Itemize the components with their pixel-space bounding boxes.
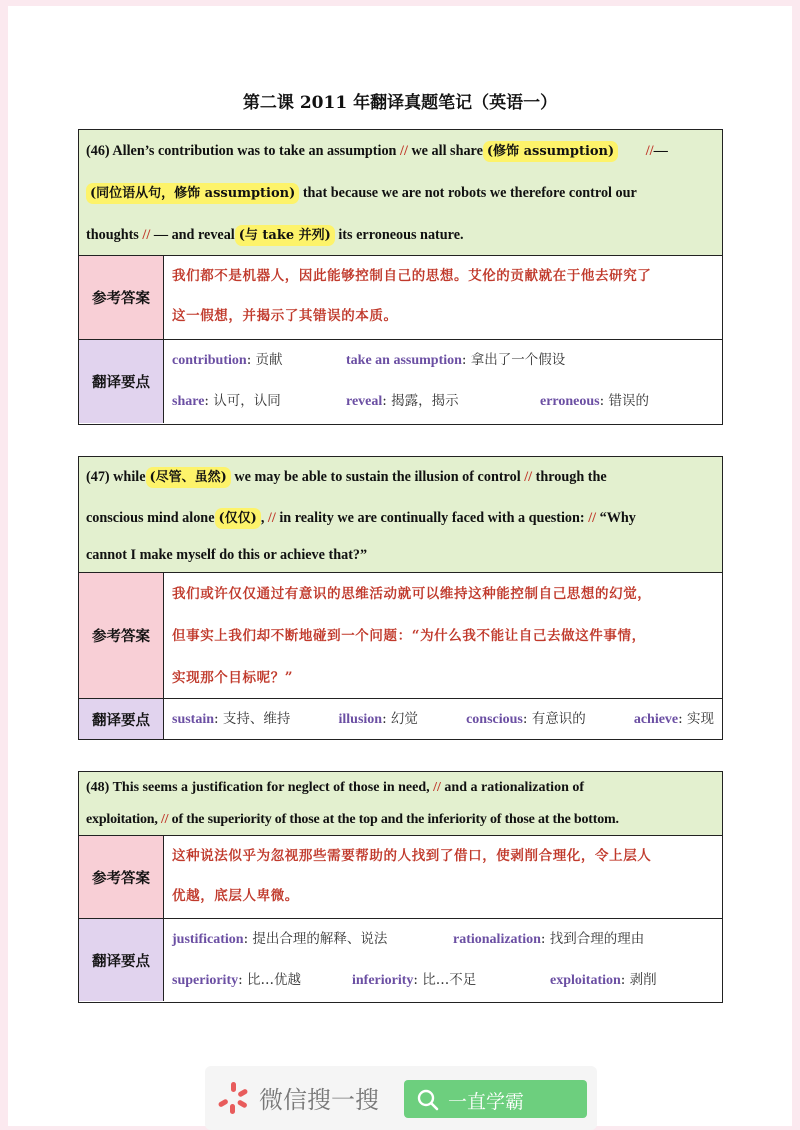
page-title: 第二课 2011 年翻译真题笔记（英语一） (242, 93, 558, 113)
annotation-highlight: (仅仅) (215, 508, 261, 529)
search-term-label: 一直学霸 (448, 1091, 525, 1113)
annotation-highlight: (同位语从句，修饰 assumption) (86, 183, 299, 204)
answer-row-48 (79, 836, 722, 919)
answer-row-46 (79, 256, 722, 340)
search-icon (416, 1088, 440, 1112)
annotation-highlight: (与 take 并列) (235, 225, 335, 246)
answer-label: 参考答案 (79, 836, 164, 918)
vocab-list-48: justification: 提出合理的解释、说法 rationalization: 找到合理的理由 superiority: 比…优越 inferiority: 比…不足 exploitation: 剥削 (172, 931, 657, 988)
wechat-search-logo-icon (215, 1080, 251, 1116)
question-block-47 (78, 456, 723, 740)
answer-text-48: 这种说法似乎为忽视那些需要帮助的人找到了借口，使剥削合理化，令上层人 优越，底层人卑微。 (172, 848, 652, 904)
vocab-list-47: sustain: 支持、维持 illusion: 幻觉 conscious: 有意识的 achieve: 实现 (172, 711, 714, 727)
key-points-label: 翻译要点 (79, 919, 164, 1001)
key-points-row-48 (79, 919, 722, 1001)
wechat-search-label: 微信搜一搜 (259, 1086, 379, 1114)
search-term-button[interactable] (404, 1080, 587, 1118)
answer-label: 参考答案 (79, 573, 164, 698)
question-text-48: (48) This seems a justification for neglect of those in need, // and a rationalization of exploitation, // of the superiority of those at the top and the inferiority of those at the bottom. (79, 772, 722, 836)
answer-text-46: 我们都不是机器人，因此能够控制自己的思想。艾伦的贡献就在于他去研究了 这一假想，并揭示了其错误的本质。 (172, 268, 652, 324)
wechat-search-banner[interactable] (205, 1066, 597, 1130)
key-points-row-46 (79, 340, 722, 423)
question-block-48 (78, 771, 723, 1003)
answer-label: 参考答案 (79, 256, 164, 339)
answer-text-47: 我们或许仅仅通过有意识的思维活动就可以维持这种能控制自己思想的幻觉， 但事实上我们却不断地碰到一个问题：“为什么我不能让自己去做这件事情， 实现那个目标呢？” (172, 586, 652, 686)
key-points-row-47 (79, 699, 722, 739)
key-points-label: 翻译要点 (79, 340, 164, 423)
question-text-46: (46) Allen’s contribution was to take an assumption // we all share (修饰 assumption) //— (同位语从句，修饰 assumption) that because we are not robots we therefore control our thoughts // — and reveal (与 take 并列) its erroneous nature. (79, 130, 722, 256)
question-text-47: (47) while (尽管、虽然) we may be able to sustain the illusion of control // through the conscious mind alone (仅仅) , // in reality we are continually faced with a question: // “Why cannot I make myself do this or achieve that?” (79, 457, 722, 573)
annotation-highlight: (修饰 assumption) (483, 141, 618, 162)
key-points-label: 翻译要点 (79, 699, 164, 739)
vocab-list-46: contribution: 贡献 take an assumption: 拿出了一个假设 share: 认可，认同 reveal: 揭露，揭示 erroneous: 错误的 (172, 352, 649, 409)
question-block-46 (78, 129, 723, 425)
answer-row-47 (79, 573, 722, 699)
annotation-highlight: (尽管、虽然) (146, 467, 231, 488)
